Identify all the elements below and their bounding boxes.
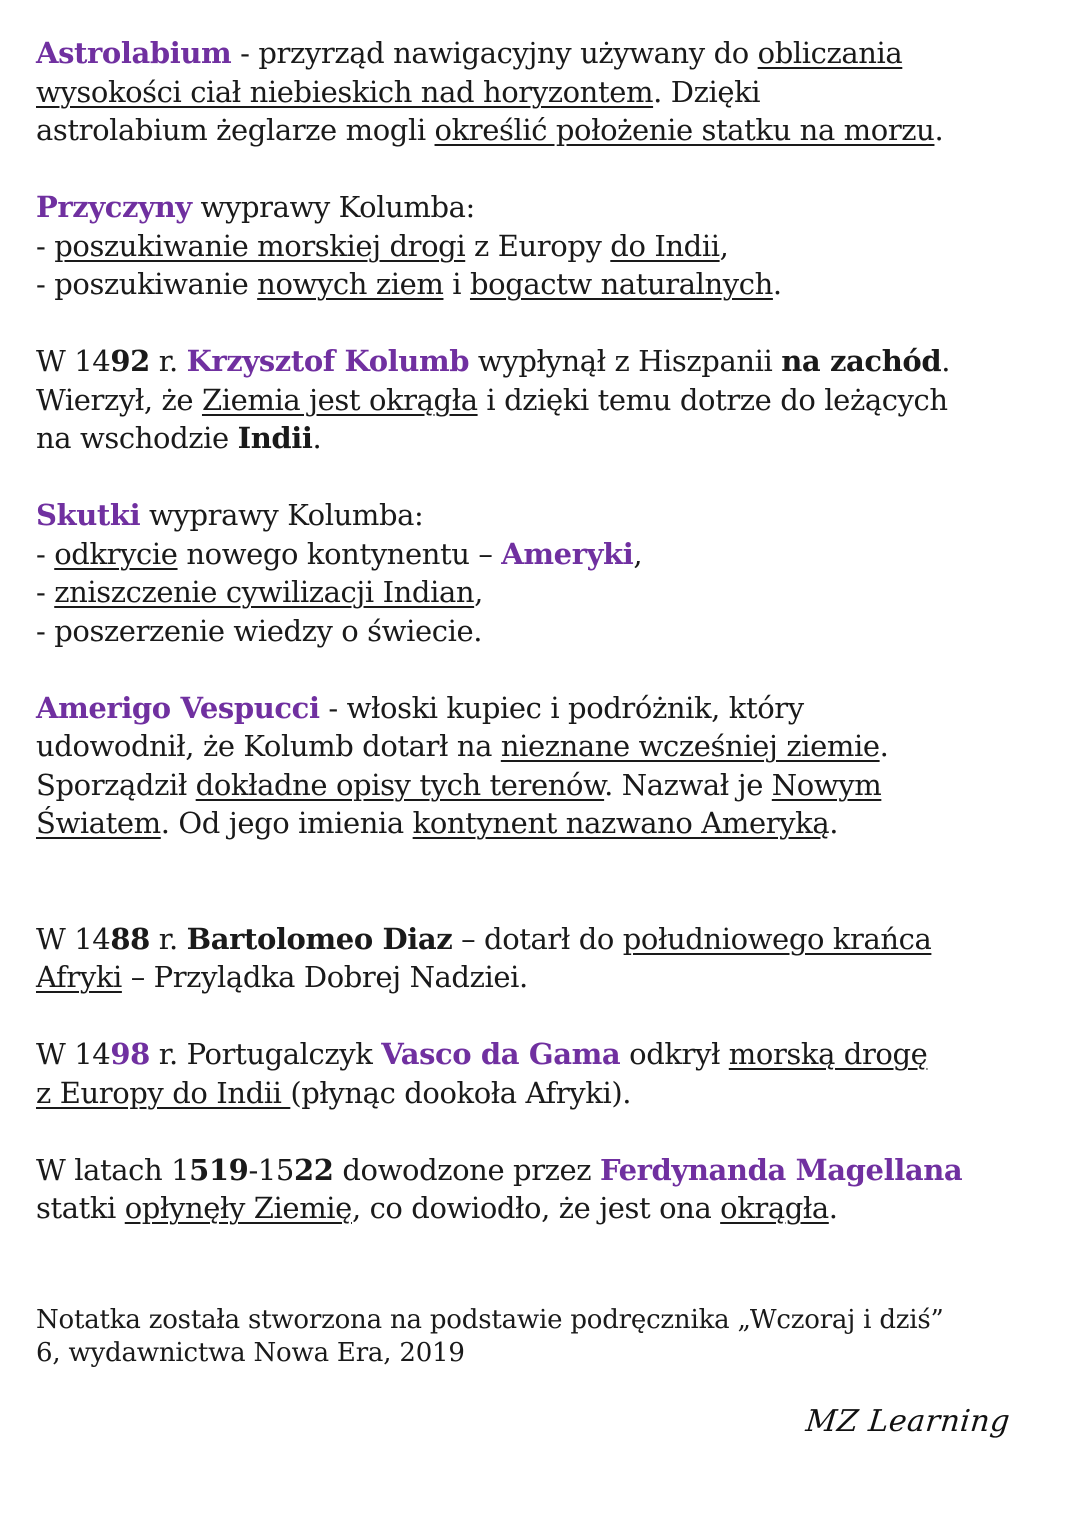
text: wyprawy Kolumba: [191, 190, 475, 224]
underlined-text: z Europy do Indii [36, 1075, 291, 1110]
text: , co dowiodło, że jest ona [351, 1191, 721, 1225]
name-kolumb: Krzysztof Kolumb [186, 344, 470, 378]
underlined-text: obliczania [757, 36, 903, 70]
year-digits: 92 [110, 344, 150, 378]
line [36, 342, 1056, 381]
underlined-text: Światem [36, 806, 161, 840]
text: . [941, 344, 951, 378]
line [36, 34, 1056, 73]
name-magellan: Ferdynanda Magellana [600, 1152, 963, 1187]
highlight-ameryki: Ameryki [501, 536, 634, 571]
line [36, 111, 1056, 150]
underlined-text: opłynęły Ziemię [124, 1191, 352, 1225]
line [36, 1074, 1056, 1113]
text: -15 [248, 1152, 294, 1187]
text: W 14 [36, 344, 111, 378]
signature-logo: MZ Learning [804, 1404, 1012, 1439]
text: i [443, 267, 470, 301]
source-line: Notatka została stworzona na podstawie podręcznika „Wczoraj i dziś” [36, 1304, 944, 1335]
diaz-section [36, 920, 1056, 997]
text: , [474, 575, 483, 609]
text: Wierzył, że [36, 382, 202, 417]
text: W 14 [36, 921, 111, 956]
line [36, 1189, 1056, 1228]
name-diaz: Bartolomeo Diaz [186, 921, 453, 956]
text: odkrył [620, 1037, 729, 1071]
term-przyczyny: Przyczyny [36, 190, 192, 224]
bold-text: Indii [237, 421, 313, 455]
line [36, 496, 1056, 535]
line [36, 804, 1056, 843]
text: r. [149, 344, 187, 378]
text: wypłynął z Hiszpanii [469, 344, 782, 378]
text: (płynąc dookoła Afryki). [290, 1075, 632, 1110]
underlined-text: poszukiwanie morskiej drogi [54, 228, 466, 263]
text: dowodzone przez [333, 1152, 600, 1187]
dash: - [36, 575, 55, 609]
text: udowodnił, że Kolumb dotarł na [36, 729, 501, 763]
underlined-text: bogactw naturalnych [469, 267, 773, 301]
text: - przyrząd nawigacyjny używany do [231, 36, 758, 70]
line [36, 958, 1056, 997]
text: astrolabium żeglarze mogli [36, 113, 435, 147]
astrolabium-section [36, 34, 1056, 150]
underlined-text: Nowym [771, 767, 882, 802]
gama-section [36, 1035, 1056, 1112]
dash: - [36, 536, 55, 571]
underlined-text: morską drogę [728, 1037, 928, 1071]
underlined-text: Ziemia jest okrągła [201, 382, 478, 417]
year-digits: 98 [110, 1037, 150, 1071]
text: . [879, 729, 889, 763]
underlined-text: określić położenie statku na morzu [434, 113, 935, 147]
underlined-text: dokładne opisy tych terenów [195, 767, 605, 802]
underlined-text: południowego krańca [622, 921, 932, 956]
text: . [312, 421, 322, 455]
dash: - [36, 228, 55, 263]
term-astrolabium: Astrolabium [36, 36, 232, 70]
line [36, 73, 1056, 112]
source-line: 6, wydawnictwa Nowa Era, 2019 [36, 1337, 465, 1368]
list-item [36, 573, 1056, 612]
text: r. [149, 921, 187, 956]
underlined-text: Afryki [36, 960, 122, 994]
text: z Europy [465, 228, 611, 263]
source-note [36, 1304, 1056, 1370]
name-gama: Vasco da Gama [381, 1037, 621, 1071]
list-item: - poszerzenie wiedzy o świecie. [36, 613, 483, 648]
underlined-text: do Indii [610, 228, 720, 263]
text: . [934, 113, 944, 147]
skutki-section [36, 496, 1056, 650]
year-digits: 519 [189, 1152, 249, 1187]
text: . Od jego imienia [160, 806, 413, 840]
line [36, 381, 1056, 420]
underlined-text: zniszczenie cywilizacji Indian [54, 575, 475, 609]
text: , [633, 536, 643, 571]
text: Sporządził [36, 767, 196, 802]
text: – Przylądka Dobrej Nadziei. [121, 960, 528, 994]
kolumb-section [36, 342, 1056, 458]
line [36, 920, 1056, 959]
text: , [719, 228, 729, 263]
text: . [829, 806, 839, 840]
line [36, 188, 1056, 227]
term-skutki: Skutki [36, 498, 141, 532]
magellan-section [36, 1151, 1056, 1228]
text: . Nazwał je [604, 767, 772, 802]
year-digits: 22 [293, 1152, 334, 1187]
text: . [772, 267, 782, 301]
przyczyny-section [36, 188, 1056, 304]
vespucci-section [36, 689, 1056, 843]
text: . Dzięki [653, 74, 761, 109]
underlined-text: okrągła [720, 1191, 829, 1225]
text: wyprawy Kolumba: [140, 498, 424, 532]
text: W latach 1 [36, 1152, 190, 1187]
text: r. Portugalczyk [149, 1037, 382, 1071]
line [36, 727, 1056, 766]
line [36, 766, 1056, 805]
underlined-text: nowych ziem [257, 267, 444, 301]
name-vespucci: Amerigo Vespucci [36, 690, 320, 725]
list-item [36, 265, 1056, 304]
text: - poszukiwanie [36, 267, 258, 301]
note-page [36, 34, 1056, 1370]
underlined-text: wysokości ciał niebieskich nad horyzontem [36, 74, 654, 109]
line [36, 1035, 1056, 1074]
list-item [36, 227, 1056, 266]
underlined-text: kontynent nazwano Ameryką [412, 806, 830, 840]
line [36, 419, 1056, 458]
text: na wschodzie [36, 421, 238, 455]
text: . [828, 1191, 838, 1225]
list-item [36, 535, 1056, 574]
text: W 14 [36, 1037, 111, 1071]
underlined-text: nieznane wcześniej ziemie [500, 729, 880, 763]
text: – dotarł do [452, 921, 623, 956]
year-digits: 88 [110, 921, 150, 956]
underlined-text: odkrycie [54, 536, 178, 571]
line [36, 689, 1056, 728]
bold-text: na zachód [781, 344, 942, 378]
text: - włoski kupiec i podróżnik, który [319, 690, 804, 725]
text: i dzięki temu dotrze do leżących [477, 382, 948, 417]
text: statki [36, 1191, 125, 1225]
text: nowego kontynentu – [177, 536, 502, 571]
line [36, 1151, 1056, 1190]
